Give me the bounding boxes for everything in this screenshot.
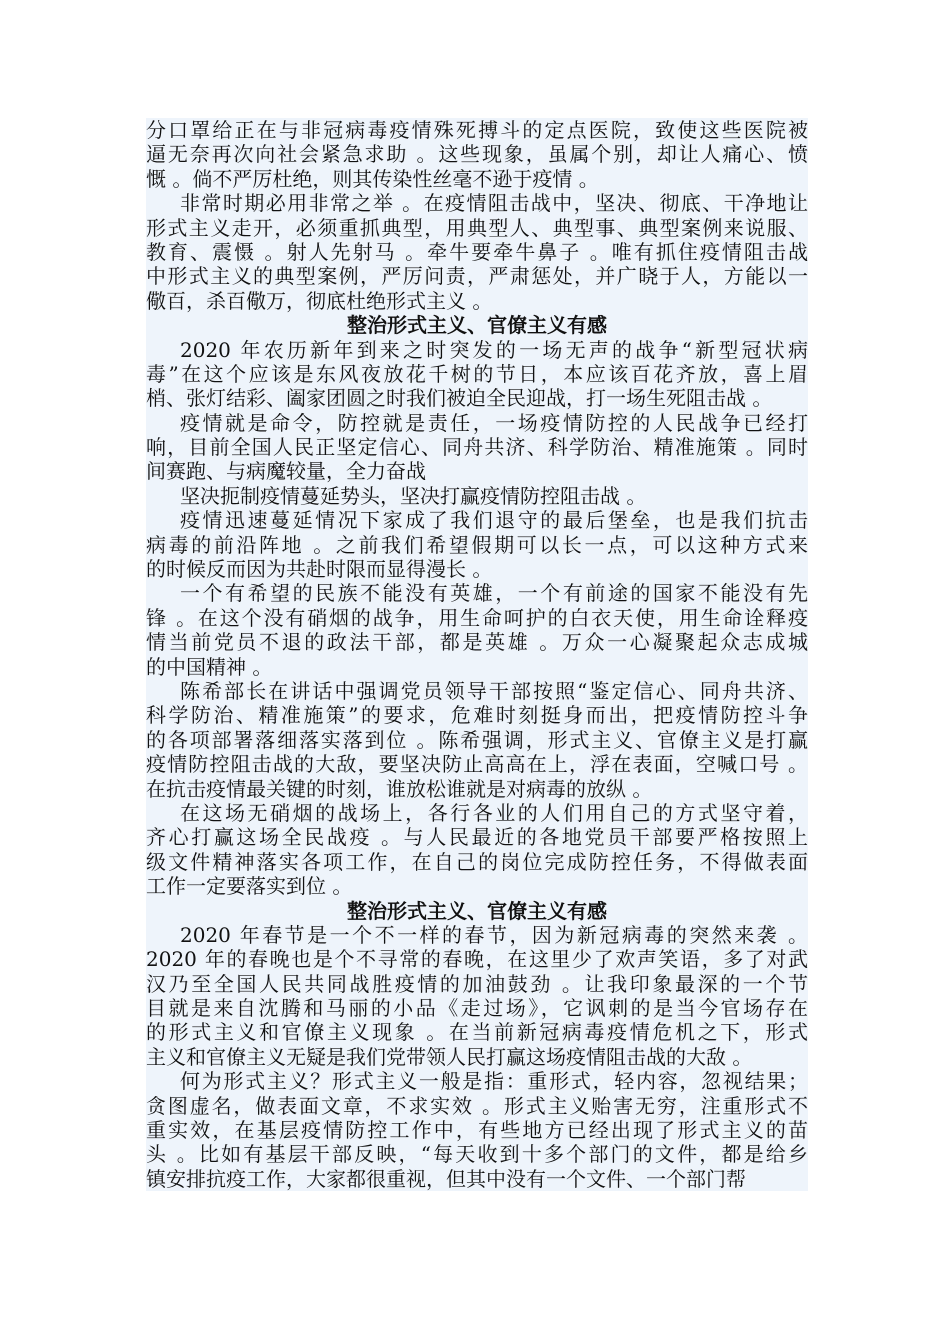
paragraph bbox=[146, 801, 808, 899]
text-line: 中形式主义的典型案例，严厉问责，严肃惩处，并广晓于人，方能以一 bbox=[146, 264, 808, 289]
text-line: 响，目前全国人民正坚定信心、同舟共济、科学防治、精准施策 。同时 bbox=[146, 435, 808, 460]
text-line: 的各项部署落细落实落到位 。陈希强调，形式主义、官僚主义是打赢 bbox=[146, 727, 808, 752]
text-line: 疫情迅速蔓延情况下家成了我们退守的最后堡垒，也是我们抗击 bbox=[146, 508, 808, 532]
text-line: 主义和官僚主义无疑是我们党带领人民打赢这场疫情阻击战的大敌 。 bbox=[146, 1045, 808, 1069]
paragraph bbox=[146, 1069, 808, 1191]
paragraph bbox=[146, 338, 808, 411]
text-line: 锋 。在这个没有硝烟的战争，用生命呵护的白衣天使，用生命诠释疫 bbox=[146, 605, 808, 630]
text-line: 头 。比如有基层干部反映，“每天收到十多个部门的文件，都是给乡 bbox=[146, 1142, 808, 1167]
section-heading: 整治形式主义、官僚主义有感 bbox=[146, 899, 808, 923]
paragraph bbox=[146, 118, 808, 191]
text-line: 病毒的前沿阵地 。之前我们希望假期可以长一点，可以这种方式来 bbox=[146, 532, 808, 557]
text-line: 逼无奈再次向社会紧急求助 。这些现象，虽属个别，却让人痛心、愤 bbox=[146, 142, 808, 167]
text-line: 贪图虚名，做表面文章，不求实效 。形式主义贻害无穷，注重形式不 bbox=[146, 1093, 808, 1118]
text-line: 儆百，杀百儆万，彻底杜绝形式主义 。 bbox=[146, 289, 808, 313]
paragraph bbox=[146, 679, 808, 801]
text-line: 汉乃至全国人民共同战胜疫情的加油鼓劲 。让我印象最深的一个节 bbox=[146, 971, 808, 996]
text-line: 梢、张灯结彩、阖家团圆之时我们被迫全民迎战，打一场生死阻击战 。 bbox=[146, 386, 808, 410]
text-line: 的中国精神 。 bbox=[146, 655, 808, 679]
text-line: 疫情防控阻击战的大敌，要坚决防止高高在上，浮在表面，空喊口号 。 bbox=[146, 752, 808, 777]
text-line: 在这场无硝烟的战场上，各行各业的人们用自己的方式坚守着， bbox=[146, 801, 808, 825]
text-line: 陈希部长在讲话中强调党员领导干部按照“鉴定信心、同舟共济、 bbox=[146, 679, 808, 703]
text-line: 镇安排抗疫工作，大家都很重视，但其中没有一个文件、一个部门帮 bbox=[146, 1167, 808, 1191]
text-line: 形式主义走开，必须重抓典型，用典型人、典型事、典型案例来说服、 bbox=[146, 215, 808, 240]
text-line: 间赛跑、与病魔较量，全力奋战 bbox=[146, 459, 808, 483]
paragraph bbox=[146, 191, 808, 313]
text-line: 慨 。倘不严厉杜绝，则其传染性丝毫不逊于疫情 。 bbox=[146, 167, 808, 191]
paragraph bbox=[146, 508, 808, 581]
text-line: 2020 年春节是一个不一样的春节，因为新冠病毒的突然来袭 。 bbox=[146, 923, 808, 947]
text-line: 2020 年的春晚也是个不寻常的春晚，在这里少了欢声笑语，多了对武 bbox=[146, 947, 808, 972]
text-line: 的形式主义和官僚主义现象 。在当前新冠病毒疫情危机之下，形式 bbox=[146, 1020, 808, 1045]
text-line: 目就是来自沈腾和马丽的小品《走过场》，它讽刺的是当今官场存在 bbox=[146, 996, 808, 1021]
text-line: 级文件精神落实各项工作，在自己的岗位完成防控任务，不得做表面 bbox=[146, 849, 808, 874]
text-line: 齐心打赢这场全民战疫 。与人民最近的各地党员干部要严格按照上 bbox=[146, 825, 808, 850]
text-line: 科学防治、精准施策”的要求，危难时刻挺身而出，把疫情防控斗争 bbox=[146, 703, 808, 728]
text-line: 毒”在这个应该是东风夜放花千树的节日，本应该百花齐放，喜上眉 bbox=[146, 361, 808, 386]
text-line: 一个有希望的民族不能没有英雄，一个有前途的国家不能没有先 bbox=[146, 581, 808, 605]
text-line: 2020 年农历新年到来之时突发的一场无声的战争“新型冠状病 bbox=[146, 338, 808, 362]
paragraph bbox=[146, 581, 808, 679]
text-line: 在抗击疫情最关键的时刻，谁放松谁就是对病毒的放纵 。 bbox=[146, 777, 808, 801]
paragraph bbox=[146, 411, 808, 484]
text-line: 疫情就是命令，防控就是责任，一场疫情防控的人民战争已经打 bbox=[146, 411, 808, 435]
text-line: 坚决扼制疫情蔓延势头，坚决打赢疫情防控阻击战 。 bbox=[146, 484, 808, 508]
text-line: 情当前党员不退的政法干部，都是英雄 。万众一心凝聚起众志成城 bbox=[146, 630, 808, 655]
section-heading: 整治形式主义、官僚主义有感 bbox=[146, 313, 808, 337]
text-line: 何为形式主义？形式主义一般是指：重形式，轻内容，忽视结果； bbox=[146, 1069, 808, 1093]
text-line: 分口罩给正在与非冠病毒疫情殊死搏斗的定点医院，致使这些医院被 bbox=[146, 118, 808, 142]
text-line: 的时候反而因为共赴时限而显得漫长 。 bbox=[146, 557, 808, 581]
text-line: 工作一定要落实到位 。 bbox=[146, 874, 808, 898]
text-line: 教育、震慑 。射人先射马 。牵牛要牵牛鼻子 。唯有抓住疫情阻击战 bbox=[146, 239, 808, 264]
paragraph bbox=[146, 923, 808, 1069]
paragraph bbox=[146, 484, 808, 508]
document-body bbox=[146, 118, 808, 1191]
text-line: 非常时期必用非常之举 。在疫情阻击战中，坚决、彻底、干净地让 bbox=[146, 191, 808, 215]
text-line: 重实效，在基层疫情防控工作中，有些地方已经出现了形式主义的苗 bbox=[146, 1118, 808, 1143]
